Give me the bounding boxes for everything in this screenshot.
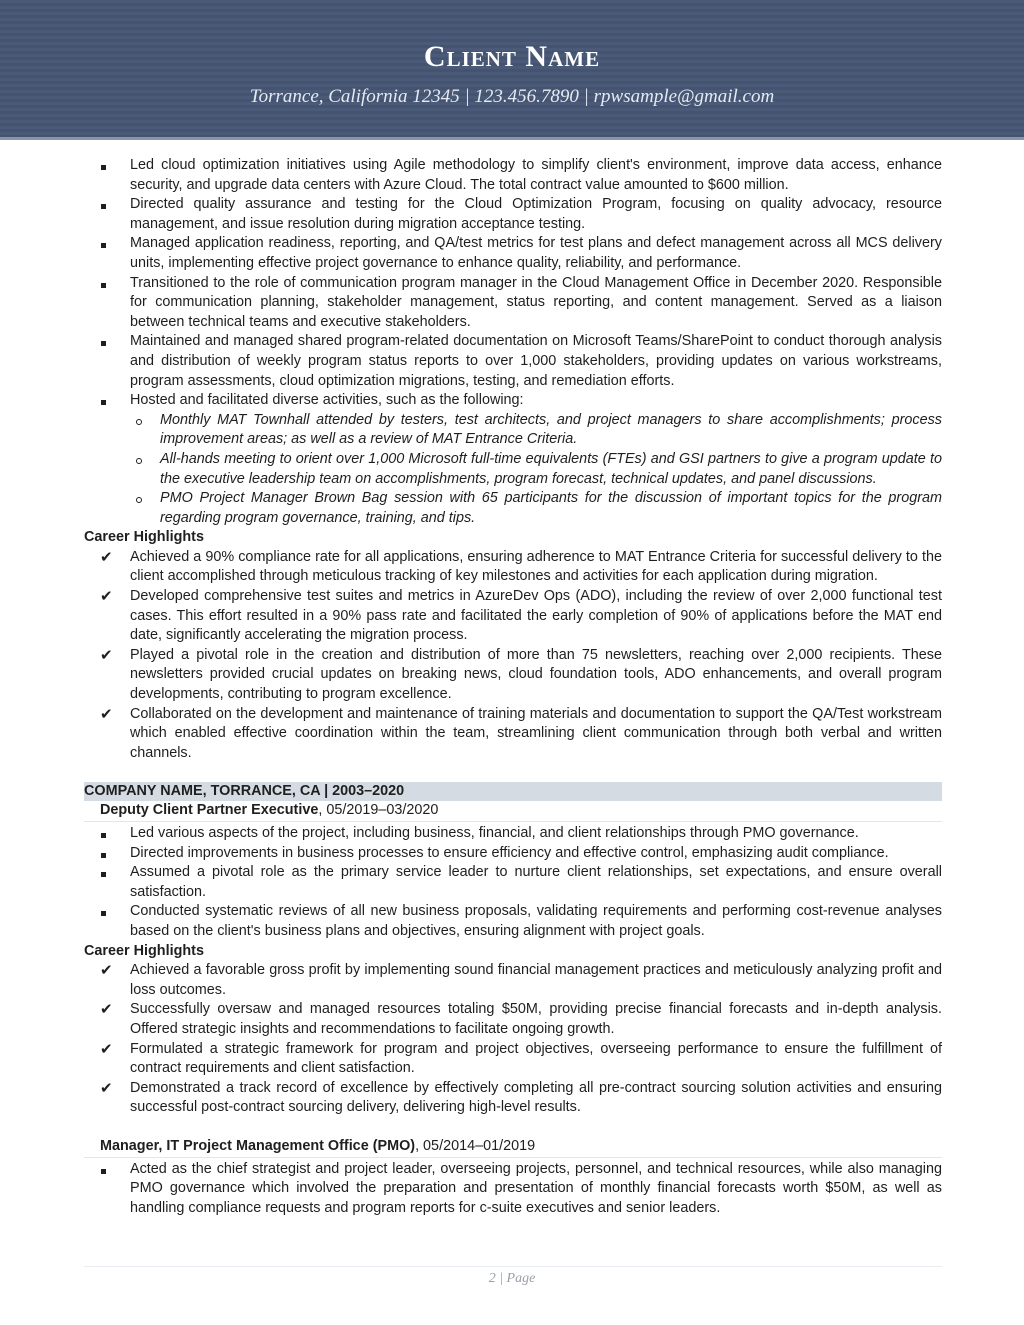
- list-item: Led various aspects of the project, including business, financial, and client relationships through PMO governance.: [84, 824, 942, 844]
- list-item: ✔ Played a pivotal role in the creation and distribution of more than 75 newsletters, reaching over 2,000 recipients. These newsletters provided crucial updates on breaking news, cloud foundation tools, ADO enhancements, and overall program developments, contributing to program excellence.: [100, 646, 942, 703]
- list-item: ✔ Achieved a favorable gross profit by implementing sound financial management practices and meticulously analyzing profit and loss outcomes.: [100, 962, 942, 998]
- checkmark-icon: ✔: [100, 705, 113, 723]
- role-dates: , 05/2019–03/2020: [318, 802, 439, 819]
- career-highlights-heading: Career Highlights: [84, 942, 204, 959]
- list-item: Assumed a pivotal role as the primary service leader to nurture client relationships, set expectations, and ensure overall satisfaction.: [84, 863, 942, 902]
- checkmark-icon: ✔: [100, 1079, 113, 1097]
- role-dates: , 05/2014–01/2019: [415, 1137, 536, 1154]
- list-item: ✔ Collaborated on the development and maintenance of training materials and documentation to support the QA/Test workstream which enabled effective coordination within the team, streamlining client communication through both verbal and written channels.: [100, 705, 942, 761]
- career-highlights-list: [84, 548, 942, 764]
- list-item: PMO Project Manager Brown Bag session with 65 participants for the discussion of important topics for the program regarding program governance, training, and tips.: [84, 489, 942, 528]
- activity-sub-list: [84, 411, 942, 529]
- list-item: ✔ Formulated a strategic framework for program and project objectives, overseeing performance to ensure the fulfillment of contract requirements and client satisfaction.: [100, 1040, 942, 1077]
- list-item: Managed application readiness, reporting, and QA/test metrics for test plans and defect management across all MCS delivery units, implementing effective project governance to enhance quality, reliability, and performance.: [84, 234, 942, 273]
- list-item: All-hands meeting to orient over 1,000 Microsoft full-time equivalents (FTEs) and GSI partners to give a program update to the executive leadership team on accomplishments, program forecast, technical updates, and panel discussions.: [84, 450, 942, 489]
- list-item: ✔ Demonstrated a track record of excellence by effectively completing all pre-contract sourcing solution activities and ensuring successful post-contract sourcing delivery, delivering high-level results.: [100, 1079, 942, 1116]
- career-highlights-list: [84, 961, 942, 1118]
- career-highlights-heading: Career Highlights: [84, 529, 204, 546]
- page-number: 2 | Page: [488, 1271, 536, 1286]
- checkmark-icon: ✔: [100, 646, 113, 664]
- role-title: [84, 801, 942, 822]
- list-item: Directed improvements in business processes to ensure efficiency and effective control, emphasizing audit compliance.: [84, 844, 942, 864]
- role-bullet-list: [84, 1160, 942, 1219]
- intro-bullet-list: [84, 156, 942, 411]
- role-title: [84, 1137, 942, 1158]
- role-name: Manager, IT Project Management Office (PMO): [100, 1137, 416, 1154]
- footer-divider: [84, 1266, 942, 1267]
- list-item: ✔ Developed comprehensive test suites and metrics in AzureDev Ops (ADO), including the review of over 2,000 functional test cases. This effort resulted in a 90% pass rate and facilitated the early completion of 90% of applications before the MAT end date, significantly accelerating the migration process.: [100, 588, 942, 644]
- list-item: Acted as the chief strategist and project leader, overseeing projects, personnel, and technical resources, while also managing PMO governance which involved the preparation and presentation of monthly financial forecasts worth $50M, as well as handling compliance requests and program reports for c-suite executives and senior leaders.: [84, 1160, 942, 1219]
- list-item: Conducted systematic reviews of all new business proposals, validating requirements and performing cost-revenue analyses based on the client's business plans and objectives, ensuring alignment with project goals.: [84, 902, 942, 941]
- checkmark-icon: ✔: [100, 548, 113, 566]
- list-item: Directed quality assurance and testing for the Cloud Optimization Program, focusing on quality advocacy, resource management, and issue resolution during migration acceptance testing.: [84, 195, 942, 234]
- resume-header: [0, 0, 1024, 140]
- checkmark-icon: ✔: [100, 962, 113, 980]
- checkmark-icon: ✔: [100, 1001, 113, 1019]
- client-name: Client Name: [423, 40, 601, 73]
- list-item: Maintained and managed shared program-related documentation on Microsoft Teams/SharePoint to conduct thorough analysis and distribution of weekly program status reports to over 1,000 stakeholders, providing updates on various workstreams, program assessments, cloud optimization migrations, testing, and remediation efforts.: [84, 332, 942, 391]
- list-item: ✔ Successfully oversaw and managed resources totaling $50M, providing precise financial forecasts and in-depth analysis. Offered strategic insights and recommendations to facilitate ongoing growth.: [100, 1001, 942, 1037]
- resume-body: [84, 156, 942, 1218]
- role-bullet-list: [84, 824, 942, 942]
- list-item: Transitioned to the role of communication program manager in the Cloud Management Office in December 2020. Responsible for communication planning, stakeholder management, status reporting, and content management. Served as a liaison between technical teams and executive stakeholders.: [84, 274, 942, 333]
- role-name: Deputy Client Partner Executive: [100, 802, 319, 819]
- list-item: Hosted and facilitated diverse activities, such as the following:: [84, 391, 942, 411]
- company-heading: COMPANY NAME, TORRANCE, CA | 2003–2020: [84, 782, 942, 801]
- list-item: Monthly MAT Townhall attended by testers, test architects, and project managers to share accomplishments; process improvement areas; as well as a review of MAT Entrance Criteria.: [84, 411, 942, 450]
- list-item: ✔ Achieved a 90% compliance rate for all applications, ensuring adherence to MAT Entrance Criteria for successful delivery to the client accomplished through meticulous tracking of key milestones and activities for each application during migration.: [100, 548, 942, 585]
- checkmark-icon: ✔: [100, 1040, 113, 1058]
- list-item: Led cloud optimization initiatives using Agile methodology to simplify client's environment, improve data access, enhance security, and upgrade data centers with Azure Cloud. The total contract value amounted to $600 million.: [84, 156, 942, 195]
- contact-line: Torrance, California 12345 | 123.456.7890 | rpwsample@gmail.com: [249, 86, 775, 107]
- checkmark-icon: ✔: [100, 588, 113, 606]
